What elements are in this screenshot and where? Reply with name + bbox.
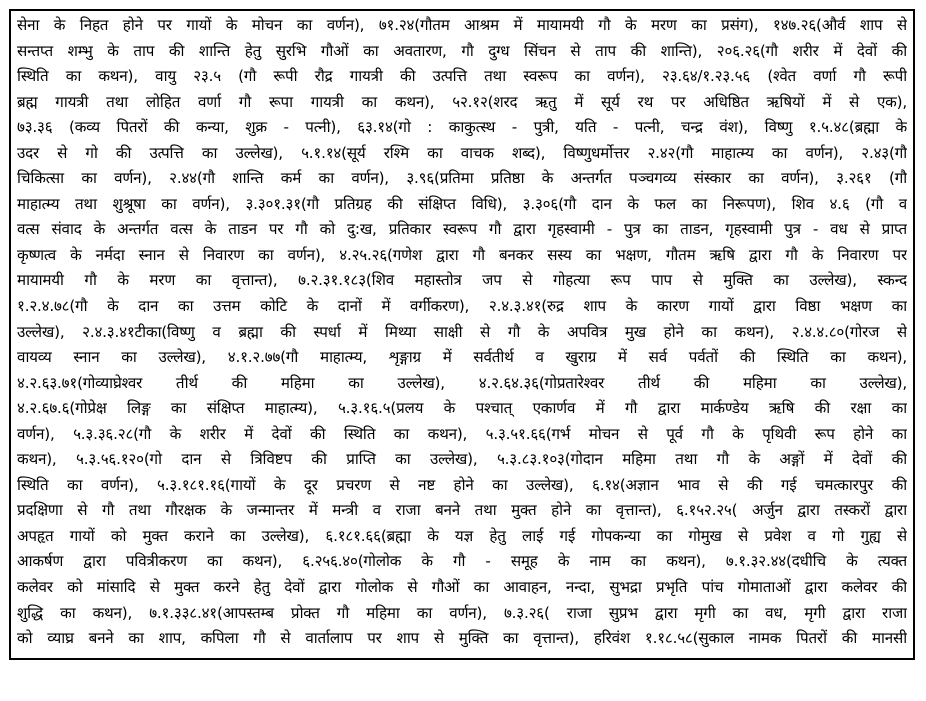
- text-line: ४.२.६७.६(गोप्रेक्ष लिङ्ग का संक्षिप्त माहात्म्य), ५.३.१६.५(प्रलय के पश्चात् एकार्णव में गौ द्वारा मार्कण्डेय ऋषि की रक्षा का: [17, 399, 907, 418]
- text-line: माहात्म्य तथा शुश्रूषा का वर्णन), ३.३०१.३१(गौ प्रतिग्रह की संक्षिप्त विधि), ३.३०६(गौ दान के फल का निरूपण), शिव ४.६ (गौ व: [17, 194, 907, 213]
- text-line: स्थिति का वर्णन), ५.३.१८१.१६(गायों के दूर प्रचरण से नष्ट होने का उल्लेख), ६.१४(अज्ञान भाव से की गई चमत्कारपुर की: [17, 475, 907, 494]
- text-line: अपहृत गायों को मुक्त कराने का उल्लेख), ६.१८१.६६(ब्रह्मा के यज्ञ हेतु लाई गई गोपकन्या का गोमुख से प्रवेश व गो गुह्य से: [17, 526, 907, 545]
- text-line: उल्लेख), २.४.३.४१टीका(विष्णु व ब्रह्मा की स्पर्धा में मिथ्या साक्षी से गौ के अपवित्र मुख होने का कथन), २.४.४.८०(गोरज से: [17, 322, 907, 341]
- text-line: आकर्षण द्वारा पवित्रीकरण का कथन), ६.२५६.४०(गोलोक के गौ - समूह के नाम का कथन), ७.१.३२.४४(दधीचि के त्यक्त: [17, 552, 907, 571]
- text-line: को व्याघ्र बनने का शाप, कपिला गौ से वार्तालाप पर शाप से मुक्ति का वृत्तान्त), हरिवंश १.१८.५८(सुकाल नामक पितरों की मानसी: [17, 629, 907, 648]
- text-line: ४.२.६३.७१(गोव्याघ्रेश्वर तीर्थ की महिमा का उल्लेख), ४.२.६४.३६(गोप्रतारेश्वर तीर्थ की महिमा का उल्लेख),: [17, 373, 907, 392]
- text-line: मायामयी गौ के मरण का वृत्तान्त), ७.२.३१.१८३(शिव महास्तोत्र जप से गोहत्या रूप पाप से मुक्ति का उल्लेख), स्कन्द: [17, 271, 907, 290]
- text-line: कलेवर को मांसादि से मुक्त करने हेतु देवों द्वारा गोलोक से गौओं का आवाहन, नन्दा, सुभद्रा प्रभृति पांच गोमाताओं द्वारा कलेवर की: [17, 578, 907, 597]
- text-line: वर्णन), ५.३.३६.२८(गौ के शरीर में देवों की स्थिति का कथन), ५.३.५१.६६(गर्भ मोचन से पूर्व गौ के पृथिवी रूप होने का: [17, 424, 907, 443]
- text-line: वायव्य स्नान का उल्लेख), ४.१.२.७७(गौ माहात्म्य, शृङ्गाग्र में सर्वतीर्थ व खुराग्र में सर्व पर्वतों की स्थिति का कथन),: [17, 348, 907, 367]
- text-line: १.२.४.७८(गौ के दान का उत्तम कोटि के दानों में वर्गीकरण), २.४.३.४१(रुद्र शाप के कारण गायों द्वारा विष्ठा भक्षण का: [17, 297, 907, 316]
- text-line: प्रदक्षिणा से गौ तथा गौरक्षक के जन्मान्तर में मन्त्री व राजा बनने तथा मुक्त होने का वृत्तान्त), ६.१५२.२५( अर्जुन द्वारा तस्करों द्वारा: [17, 501, 907, 520]
- text-line: उदर से गो की उत्पत्ति का उल्लेख), ५.१.१४(सूर्य रश्मि का वाचक शब्द), विष्णुधर्मोत्तर २.४२(गौ माहात्म्य का वर्णन), २.४३(गौ: [17, 143, 907, 162]
- text-line: चिकित्सा का वर्णन), २.४४(गौ शान्ति कर्म का वर्णन), ३.९६(प्रतिमा प्रतिष्ठा के अन्तर्गत पञ्चगव्य संस्कार का वर्णन), ३.२६१ (गौ: [17, 169, 907, 188]
- text-box: [9, 9, 915, 660]
- text-line: ब्रह्म गायत्री तथा लोहित वर्णा गौ रूपा गायत्री का कथन), ५२.१२(शरद ऋतु में सूर्य रथ पर अधिष्ठित ऋषियों में से एक),: [17, 92, 907, 111]
- text-line: सन्तप्त शम्भु के ताप की शान्ति हेतु सुरभि गौओं का अवतारण, गौ दुग्ध सिंचन से ताप की शान्ति), २०६.२६(गौ शरीर में देवों की: [17, 41, 907, 60]
- text-line: वत्स संवाद के अन्तर्गत वत्स के ताडन पर गौ को दु:ख, प्रतिकार स्वरूप गौ द्वारा गृहस्वामी - पुत्र का ताडन, गृहस्वामी पुत्र - वध से प्राप्त: [17, 220, 907, 239]
- text-line: ७३.३६ (कव्य पितरों की कन्या, शुक्र - पत्नी), ६३.१४(गो : काकुत्स्थ - पुत्री, यति - पत्नी, चन्द्र वंश), विष्णु १.५.४८(ब्रह्मा के: [17, 118, 907, 137]
- text-line: कथन), ५.३.५६.१२०(गो दान से त्रिविष्टप की प्राप्ति का उल्लेख), ५.३.८३.१०३(गोदान महिमा तथा गौ के अङ्गों में देवों की: [17, 450, 907, 469]
- text-line: कृष्णत्व के नर्मदा स्नान से निवारण का वर्णन), ४.२५.२६(गणेश द्वारा गौ बनकर सस्य का भक्षण, गौतम ऋषि द्वारा गौ के निवारण पर: [17, 245, 907, 264]
- text-line: सेना के निहत होने पर गायों के मोचन का वर्णन), ७१.२४(गौतम आश्रम में मायामयी गौ के मरण का प्रसंग), १४७.२६(और्व शाप से: [17, 16, 907, 34]
- text-line: स्थिति का कथन), वायु २३.५ (गौ रूपी रौद्र गायत्री की उत्पत्ति तथा स्वरूप का वर्णन), २३.६४/१.२३.५६ (श्वेत वर्णा गौ रूपी: [17, 67, 907, 86]
- text-line: शुद्धि का कथन), ७.१.३३८.४१(आपस्तम्ब प्रोक्त गौ महिमा का वर्णन), ७.३.२६( राजा सुप्रभ द्वारा मृगी का वध, मृगी द्वारा राजा: [17, 603, 907, 622]
